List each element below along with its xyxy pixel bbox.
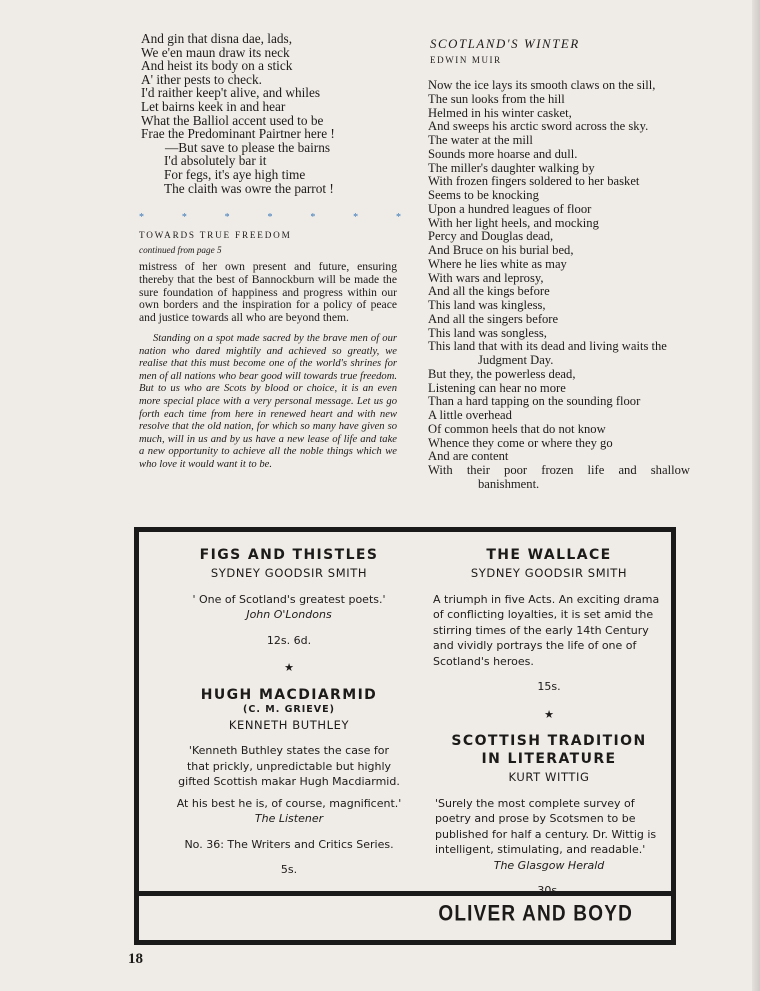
divider-star: * bbox=[139, 212, 144, 223]
book-author: KURT WITTIG bbox=[508, 770, 590, 784]
poem-word: poor bbox=[504, 463, 528, 477]
poem-line bbox=[428, 464, 690, 478]
poem-line: —But save to please the bairns bbox=[165, 139, 331, 155]
poem-line: Frae the Predominant Pairtner here ! bbox=[141, 126, 335, 142]
poem-line: And all the singers before bbox=[428, 311, 559, 326]
book-author: KENNETH BUTHLEY bbox=[228, 717, 350, 732]
book-author: SYDNEY GOODSIR SMITH bbox=[210, 566, 368, 580]
poem-line: A little overhead bbox=[428, 408, 512, 422]
poem-line: This land that with its dead and living waits the bbox=[428, 339, 667, 354]
poem-line: Upon a hundred leagues of floor bbox=[428, 201, 592, 216]
poem-line: I'd raither keep't alive, and whiles bbox=[141, 85, 321, 101]
poem-line: Whence they come or where they go bbox=[428, 435, 613, 450]
poem-line: Seems to be knocking bbox=[428, 188, 539, 202]
poem-line: A' ither pests to check. bbox=[141, 71, 262, 87]
poem-word: frozen bbox=[541, 463, 574, 477]
quote-source: The Glasgow Herald bbox=[493, 858, 605, 872]
poem-line: Percy and Douglas dead, bbox=[428, 229, 554, 244]
poem-line: The water at the mill bbox=[428, 133, 533, 147]
ad-divider-rule bbox=[134, 891, 676, 896]
poem-line: Helmed in his winter casket, bbox=[428, 105, 572, 120]
ad-right-column bbox=[423, 546, 675, 899]
poem-line: For fegs, it's aye high time bbox=[164, 166, 306, 182]
poem-word: shallow bbox=[650, 463, 690, 477]
poem-line: And heist its body on a stick bbox=[141, 58, 293, 74]
poem-author: EDWIN MUIR bbox=[430, 55, 502, 65]
book-subtitle: (C. M. GRIEVE) bbox=[243, 703, 335, 715]
poem-line: I'd absolutely bar it bbox=[164, 153, 267, 169]
poem-line: With wars and leprosy, bbox=[428, 270, 544, 285]
book-description: A triumph in five Acts. An exciting drama of conflicting loyalties, it is set amid the stirring times of the early 14th Century and vividly portrays the life of one of Scotland's heroes. bbox=[433, 592, 660, 668]
page-number: 18 bbox=[128, 951, 143, 967]
publisher-name: OLIVER AND BOYD bbox=[438, 902, 633, 927]
article-paragraph: mistress of her own present and future, ensuring thereby that the best of Bannockburn will be made the sure foundation of happiness and progress within our own borders and the inspiration for a policy of peace and justice towards all who are beyond them. bbox=[139, 260, 397, 325]
book-quote: ' One of Scotland's greatest poets.' bbox=[192, 592, 386, 606]
right-poem bbox=[428, 79, 690, 492]
poem-line: banishment. bbox=[478, 476, 540, 491]
article-heading: TOWARDS TRUE FREEDOM bbox=[139, 230, 292, 240]
poem-title: SCOTLAND'S WINTER bbox=[430, 37, 580, 51]
poem-line: And sweeps his arctic sword across the sky. bbox=[428, 119, 649, 134]
book-title: THE WALLACE bbox=[486, 547, 612, 563]
quote-source: The Listener bbox=[254, 812, 324, 825]
poem-line: And gin that disna dae, lads, bbox=[141, 31, 293, 46]
article-body bbox=[139, 261, 397, 472]
divider-star: * bbox=[310, 212, 316, 223]
book-title: HUGH MACDIARMID bbox=[200, 686, 378, 703]
poem-word: life bbox=[587, 463, 605, 477]
poem-line: Now the ice lays its smooth claws on the sill, bbox=[428, 78, 656, 92]
book-title: FIGS AND THISTLES bbox=[199, 547, 379, 563]
publisher-advertisement bbox=[134, 527, 676, 945]
poem-line: We e'en maun draw its neck bbox=[141, 44, 290, 60]
poem-line: The miller's daughter walking by bbox=[428, 160, 595, 175]
poem-line: And Bruce on his burial bed, bbox=[428, 243, 574, 257]
star-divider-icon: ★ bbox=[284, 661, 294, 674]
poem-word: With bbox=[428, 463, 453, 477]
poem-line: And all the kings before bbox=[428, 284, 550, 299]
poem-line: Listening can hear no more bbox=[428, 380, 566, 395]
divider-star: * bbox=[181, 212, 187, 223]
quote-line: that prickly, unpredictable but highly bbox=[186, 759, 392, 773]
poem-line: This land was kingless, bbox=[428, 298, 546, 312]
poem-word: their bbox=[466, 463, 490, 477]
poem-line: Let bairns keek in and hear bbox=[141, 98, 286, 114]
divider-star: * bbox=[267, 212, 273, 223]
quote-line: At his best he is, of course, magnificent.' bbox=[176, 796, 402, 810]
book-price: 12s. 6d. bbox=[266, 633, 312, 647]
poem-line: The claith was owre the parrot ! bbox=[164, 180, 334, 196]
poem-line: And are content bbox=[428, 449, 509, 464]
book-quote: 'Surely the most complete survey of poetry and prose by Scotsmen to be published for half a century. Dr. Wittig is intelligent, stimulating, and readable.' bbox=[435, 796, 657, 856]
poem-line: Of common heels that do not know bbox=[428, 421, 606, 436]
poem-line: Sounds more hoarse and dull. bbox=[428, 146, 578, 161]
book-title: IN LITERATURE bbox=[481, 751, 617, 767]
poem-line: With her light heels, and mocking bbox=[428, 215, 599, 230]
book-price: 5s. bbox=[280, 863, 298, 876]
book-title: SCOTTISH TRADITION bbox=[451, 733, 647, 749]
quote-source: John O'Londons bbox=[246, 608, 332, 621]
book-author: SYDNEY GOODSIR SMITH bbox=[470, 566, 628, 580]
divider-star: * bbox=[353, 212, 359, 223]
poem-line: What the Balliol accent used to be bbox=[141, 112, 324, 128]
poem-line: Judgment Day. bbox=[478, 353, 554, 367]
poem-line: But they, the powerless dead, bbox=[428, 366, 576, 381]
poem-word: and bbox=[618, 463, 637, 477]
poem-line: With frozen fingers soldered to her basket bbox=[428, 174, 640, 189]
poem-line: Where he lies white as may bbox=[428, 256, 567, 271]
quote-line: gifted Scottish makar Hugh Macdiarmid. bbox=[178, 775, 400, 788]
continued-note: continued from page 5 bbox=[139, 245, 222, 255]
star-divider-icon: ★ bbox=[544, 707, 554, 721]
divider-star: * bbox=[395, 212, 401, 223]
page-edge-shadow bbox=[752, 0, 760, 991]
divider-star: * bbox=[224, 212, 230, 223]
ad-left-column bbox=[149, 546, 429, 878]
section-divider bbox=[139, 212, 401, 223]
article-italic-paragraph: Standing on a spot made sacred by the brave men of our nation who dared mightily and achieved so greatly, we realise that this must become one of the world's shrines for men of all nations who bear good will towards true freedom. But to us who are Scots by blood or choice, it is an even more special place with a very personal message. Let us go forth each time from here in renewed heart and with new resolve that the old nation, for which so many have given so much, will in us and by us have a new lease of life and take a new opportunity to achieve all the noble things which we who love it would want it to be. bbox=[139, 332, 397, 470]
quote-line: 'Kenneth Buthley states the case for bbox=[188, 744, 390, 757]
poem-line: Than a hard tapping on the sounding floor bbox=[428, 394, 641, 409]
left-poem bbox=[141, 32, 411, 195]
book-price: 15s. bbox=[537, 680, 561, 693]
book-quote bbox=[149, 743, 429, 811]
poem-line: This land was songless, bbox=[428, 325, 547, 340]
book-series: No. 36: The Writers and Critics Series. bbox=[184, 837, 394, 851]
poem-line: The sun looks from the hill bbox=[428, 91, 565, 106]
